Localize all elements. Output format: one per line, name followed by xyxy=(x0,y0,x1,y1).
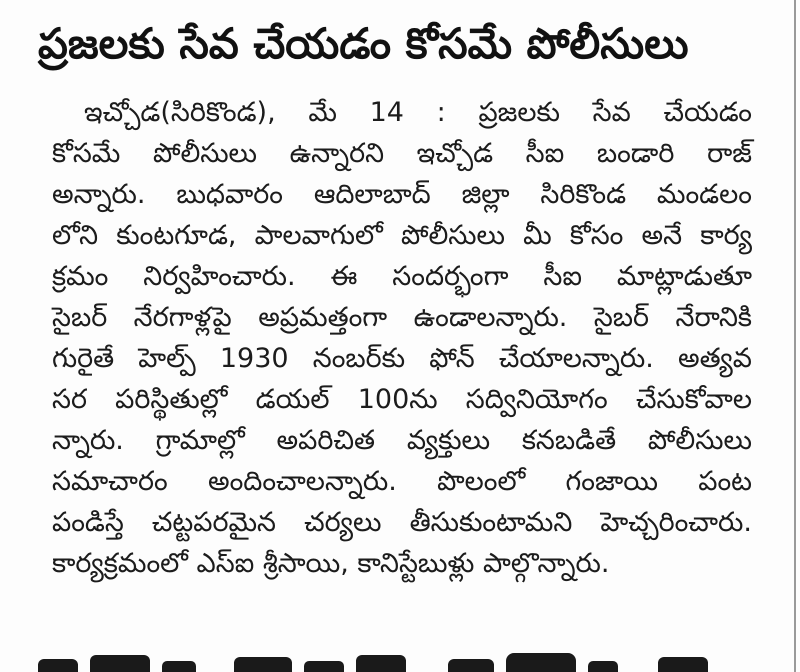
article-line: పండిస్తే చట్టపరమైన చర్యలు తీసుకుంటామని హెచ్చరించారు. xyxy=(52,507,752,538)
article-line: లోని కుంటగూడ, పాలవాగులో పోలీసులు మీ కోసం అనే కార్య xyxy=(52,220,752,251)
article-line: కార్యక్రమంలో ఎస్ఐ శ్రీసాయి, కానిస్టేబుళ్లు పాల్గొన్నారు. xyxy=(52,548,610,579)
cut-off-headline-graphic xyxy=(38,653,758,672)
article-line: కోసమే పోలీసులు ఉన్నారని ఇచ్చోడ సీఐ బండారి రాజ్ xyxy=(52,138,752,169)
article-line: సైబర్ నేరగాళ్లపై అప్రమత్తంగా ఉండాలన్నారు. సైబర్ నేరానికి xyxy=(52,302,752,333)
article-body xyxy=(52,92,752,584)
article-line: క్రమం నిర్వహించారు. ఈ సందర్భంగా సీఐ మాట్లాడుతూ xyxy=(52,261,752,292)
article-line: ఇచ్చోడ(సిరికొండ), మే 14 : ప్రజలకు సేవ చేయడం xyxy=(84,97,752,128)
next-article-headline-cut xyxy=(38,648,758,672)
article-line: సమాచారం అందించాలన్నారు. పొలంలో గంజాయి పంట xyxy=(52,466,752,497)
article-line: సర పరిస్థితుల్లో డయల్ 100ను సద్వినియోగం చేసుకోవాల xyxy=(52,384,752,415)
column-rule xyxy=(794,0,796,672)
article-line: న్నారు. గ్రామాల్లో అపరిచిత వ్యక్తులు కనబడితే పోలీసులు xyxy=(52,425,752,456)
article-line: గురైతే హెల్ప్ 1930 నంబర్‌కు ఫోన్ చేయాలన్నారు. అత్యవ xyxy=(52,343,752,374)
article-line: అన్నారు. బుధవారం ఆదిలాబాద్ జిల్లా సిరికొండ మండలం xyxy=(52,179,752,210)
article-headline: ప్రజలకు సేవ చేయడం కోసమే పోలీసులు xyxy=(38,19,689,68)
